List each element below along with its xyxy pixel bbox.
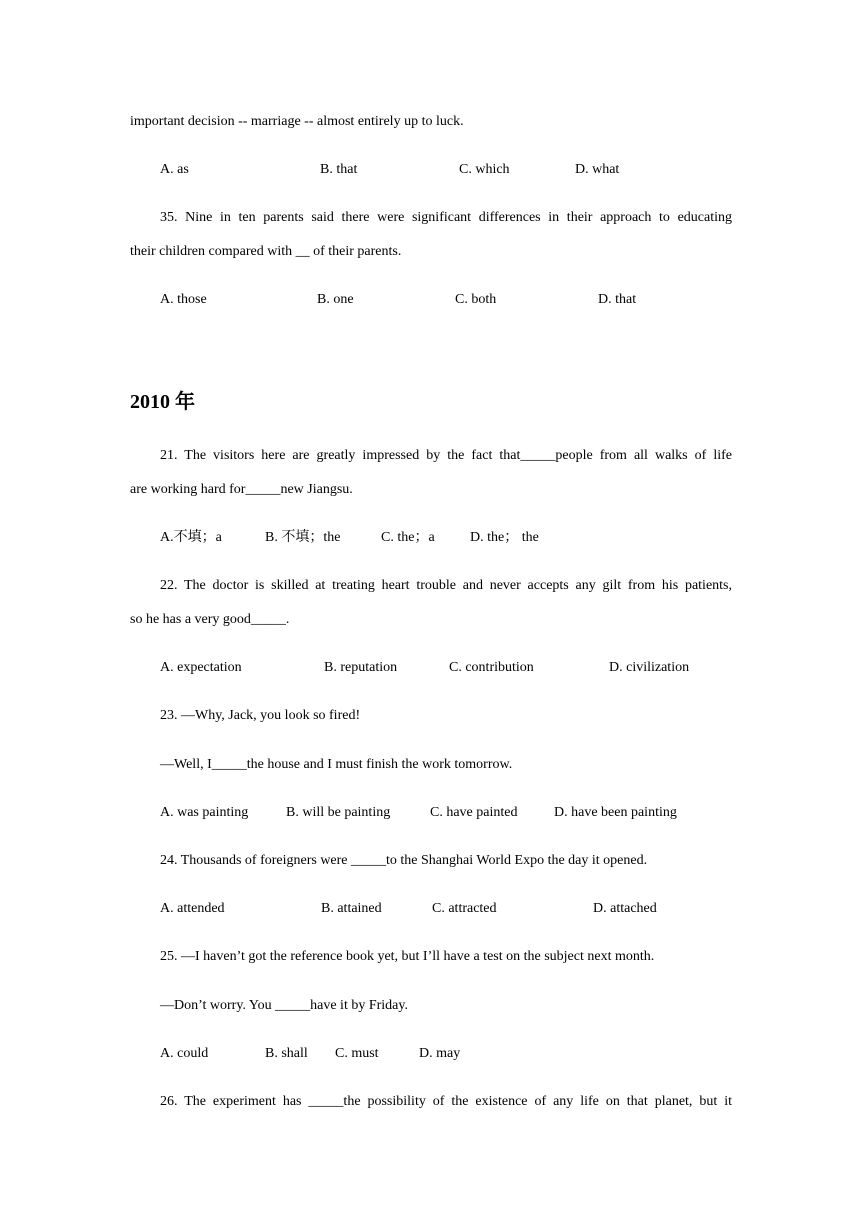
q25-text-line2: —Don’t worry. You _____have it by Friday. <box>160 998 408 1013</box>
q22-option-c: C. contribution <box>449 660 534 675</box>
q21-text-line2: are working hard for_____new Jiangsu. <box>130 482 353 497</box>
q35-option-a: A. those <box>160 292 207 307</box>
q25-option-a: A. could <box>160 1046 209 1061</box>
q21-option-b: B. 不填；the <box>265 530 341 545</box>
q25-option-c: C. must <box>335 1046 379 1061</box>
q34-option-a: A. as <box>160 162 189 177</box>
q22-option-b: B. reputation <box>324 660 398 675</box>
q22-option-a: A. expectation <box>160 660 242 675</box>
q22-text-line1: 22. The doctor is skilled at treating heart trouble and never accepts any gilt from his patients, <box>160 578 732 593</box>
q34-option-b: B. that <box>320 162 358 177</box>
q26-text-line1: 26. The experiment has _____the possibility of the existence of any life on that planet, but it <box>160 1094 732 1109</box>
q21-option-c: C. the；a <box>381 530 435 545</box>
section-heading-2010: 2010 年 <box>130 391 195 413</box>
q22-option-d: D. civilization <box>609 660 690 675</box>
q23-option-c: C. have painted <box>430 805 518 820</box>
q21-option-d: D. the； the <box>470 530 539 545</box>
q23-text-line2: —Well, I_____the house and I must finish the work tomorrow. <box>160 757 513 772</box>
q35-option-d: D. that <box>598 292 637 307</box>
q25-option-d: D. may <box>419 1046 461 1061</box>
q23-option-d: D. have been painting <box>554 805 677 820</box>
q35-text-line2: their children compared with __ of their parents. <box>130 244 402 259</box>
q25-text-line1: 25. —I haven’t got the reference book yet, but I’ll have a test on the subject next month. <box>160 949 655 964</box>
q34-option-d: D. what <box>575 162 620 177</box>
q24-option-a: A. attended <box>160 901 225 916</box>
q35-text-line1: 35. Nine in ten parents said there were significant differences in their approach to educating <box>160 210 732 225</box>
q25-option-b: B. shall <box>265 1046 308 1061</box>
q23-text-line1: 23. —Why, Jack, you look so fired! <box>160 708 361 723</box>
q24-option-b: B. attained <box>321 901 382 916</box>
q35-option-c: C. both <box>455 292 497 307</box>
q24-option-d: D. attached <box>593 901 657 916</box>
q24-option-c: C. attracted <box>432 901 497 916</box>
q23-option-a: A. was painting <box>160 805 249 820</box>
q34-option-c: C. which <box>459 162 510 177</box>
q23-option-b: B. will be painting <box>286 805 391 820</box>
q22-text-line2: so he has a very good_____. <box>130 612 290 627</box>
q34-text: important decision -- marriage -- almost entirely up to luck. <box>130 114 464 129</box>
q24-text-line1: 24. Thousands of foreigners were _____to the Shanghai World Expo the day it opened. <box>160 853 648 868</box>
q35-option-b: B. one <box>317 292 354 307</box>
q21-option-a: A.不填；a <box>160 530 222 545</box>
q21-text-line1: 21. The visitors here are greatly impressed by the fact that_____people from all walks of life <box>160 448 732 463</box>
